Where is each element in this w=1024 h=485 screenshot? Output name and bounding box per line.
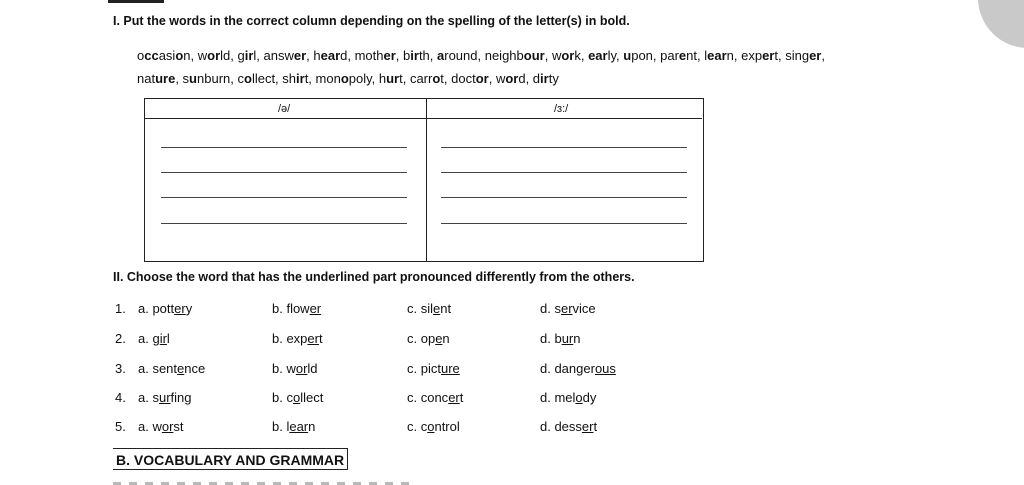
- underlined-part: er: [307, 331, 319, 346]
- word-text: , h: [306, 48, 321, 63]
- question-number: 4.: [115, 390, 126, 405]
- bold-letters: ir: [296, 71, 305, 86]
- underlined-part: o: [427, 419, 435, 434]
- bold-letters: ir: [244, 48, 254, 63]
- word-text: ld, g: [220, 48, 245, 63]
- word-text: t, carr: [399, 71, 433, 86]
- question-row: [115, 301, 675, 321]
- underlined-part: ur: [561, 331, 574, 346]
- answer-option[interactable]: b. world: [272, 361, 318, 376]
- question-row: [115, 419, 675, 439]
- bold-letters: er: [383, 48, 396, 63]
- word-text: t, mon: [304, 71, 341, 86]
- underlined-part: er: [309, 301, 322, 316]
- bold-letters: u: [623, 48, 632, 63]
- bold-letters: o: [243, 71, 252, 86]
- word-text: , s: [175, 71, 190, 86]
- bold-letters: o: [175, 48, 184, 63]
- question-row: [115, 361, 675, 381]
- question-row: [115, 390, 675, 410]
- word-text: nat: [137, 71, 156, 86]
- bold-letters: ear: [588, 48, 608, 63]
- underlined-part: e: [433, 301, 441, 316]
- answer-blank[interactable]: [161, 172, 407, 173]
- word-text: ly,: [607, 48, 624, 63]
- word-text: k,: [574, 48, 589, 63]
- answer-option[interactable]: c. control: [407, 419, 460, 434]
- word-list: [137, 44, 957, 90]
- answer-option[interactable]: d. dessert: [540, 419, 598, 434]
- bold-letters: ear: [707, 48, 727, 63]
- sound-table: [144, 98, 704, 262]
- word-text: ,: [821, 48, 825, 63]
- underlined-part: o: [575, 390, 583, 405]
- answer-option[interactable]: b. expert: [272, 331, 323, 346]
- column-header-er-label: /ɜ:/: [554, 103, 569, 115]
- bold-letters: ur: [386, 71, 400, 86]
- word-text: t, doct: [440, 71, 476, 86]
- answer-blank[interactable]: [441, 147, 687, 148]
- answer-option[interactable]: d. dangerous: [540, 361, 616, 376]
- answer-option[interactable]: d. service: [540, 301, 596, 316]
- section-2-heading: II. Choose the word that has the underlined part pronounced differently from the others.: [113, 270, 635, 284]
- bold-letters: or: [561, 48, 575, 63]
- answer-option[interactable]: b. learn: [272, 419, 316, 434]
- answer-option[interactable]: d. melody: [540, 390, 597, 405]
- word-text: round, neighb: [444, 48, 524, 63]
- underlined-part: er: [560, 301, 573, 316]
- word-text: , w: [544, 48, 562, 63]
- underlined-part: er: [174, 301, 186, 316]
- answer-blank[interactable]: [441, 223, 687, 224]
- column-header-schwa: [145, 99, 426, 119]
- question-number: 1.: [115, 301, 126, 316]
- answer-option[interactable]: a. worst: [138, 419, 184, 434]
- bold-letters: a: [437, 48, 445, 63]
- bold-letters: our: [523, 48, 545, 63]
- underlined-part: or: [295, 361, 308, 376]
- answer-option[interactable]: d. burn: [540, 331, 581, 346]
- underlined-part: e: [177, 361, 185, 376]
- word-list-line-1: [137, 44, 957, 67]
- answer-option[interactable]: a. sentence: [138, 361, 206, 376]
- section-1-heading: I. Put the words in the correct column depending on the spelling of the letter(s) in bold.: [113, 14, 630, 28]
- word-text: , b: [395, 48, 411, 63]
- word-text: o: [137, 48, 145, 63]
- word-text: llect, sh: [251, 71, 297, 86]
- underlined-part: e: [435, 331, 443, 346]
- underlined-part: o: [292, 390, 301, 405]
- word-text: asi: [158, 48, 176, 63]
- bold-letters: cc: [144, 48, 159, 63]
- column-divider: [426, 99, 427, 261]
- answer-option[interactable]: c. silent: [407, 301, 452, 316]
- word-text: nt, l: [686, 48, 708, 63]
- column-header-schwa-label: /ə/: [278, 103, 291, 115]
- answer-option[interactable]: b. flower: [272, 301, 322, 316]
- bold-letters: or: [475, 71, 489, 86]
- word-text: nburn, c: [197, 71, 244, 86]
- answer-blank[interactable]: [441, 197, 687, 198]
- answer-blank[interactable]: [441, 172, 687, 173]
- answer-option[interactable]: a. girl: [138, 331, 170, 346]
- bold-letters: ure: [155, 71, 176, 86]
- answer-option[interactable]: a. surfing: [138, 390, 192, 405]
- word-text: t, sing: [774, 48, 810, 63]
- word-text: l, answ: [253, 48, 294, 63]
- answer-option[interactable]: c. picture: [407, 361, 460, 376]
- answer-option[interactable]: c. open: [407, 331, 450, 346]
- underlined-part: ear: [289, 419, 309, 434]
- underlined-part: ir: [159, 331, 167, 346]
- column-header-er: [426, 99, 702, 119]
- word-text: d, d: [518, 71, 541, 86]
- underlined-part: ous: [594, 361, 616, 376]
- answer-option[interactable]: c. concert: [407, 390, 464, 405]
- answer-option[interactable]: b. collect: [272, 390, 324, 405]
- bold-letters: o: [432, 71, 441, 86]
- bold-letters: or: [207, 48, 221, 63]
- word-text: th,: [418, 48, 438, 63]
- bold-letters: ir: [410, 48, 419, 63]
- bold-letters: ear: [320, 48, 341, 63]
- underlined-part: ure: [440, 361, 460, 376]
- word-list-line-2: [137, 67, 957, 90]
- underlined-part: er: [581, 419, 594, 434]
- bold-letters: o: [340, 71, 349, 86]
- answer-option[interactable]: a. pottery: [138, 301, 193, 316]
- bold-letters: e: [678, 48, 687, 63]
- answer-blank[interactable]: [161, 147, 407, 148]
- word-text: pon, par: [631, 48, 679, 63]
- bold-letters: er: [762, 48, 775, 63]
- underlined-part: er: [448, 390, 460, 405]
- question-number: 2.: [115, 331, 126, 346]
- bold-letters: er: [293, 48, 307, 63]
- section-b-heading: B. VOCABULARY AND GRAMMAR: [113, 448, 348, 470]
- underlined-part: ur: [158, 390, 171, 405]
- bold-letters: er: [809, 48, 822, 63]
- bold-letters: or: [505, 71, 519, 86]
- word-text: d, moth: [340, 48, 384, 63]
- word-text: , w: [488, 71, 506, 86]
- question-number: 5.: [115, 419, 126, 434]
- bold-letters: ir: [540, 71, 549, 86]
- word-text: poly, h: [348, 71, 387, 86]
- corner-shape: [978, 0, 1024, 48]
- word-text: n, exp: [726, 48, 763, 63]
- top-rule: [108, 0, 164, 3]
- answer-blank[interactable]: [161, 197, 407, 198]
- answer-blank[interactable]: [161, 223, 407, 224]
- question-row: [115, 331, 675, 351]
- bold-letters: u: [189, 71, 197, 86]
- word-text: ty: [548, 71, 559, 86]
- question-number: 3.: [115, 361, 126, 376]
- underlined-part: or: [161, 419, 174, 434]
- word-text: n, w: [183, 48, 208, 63]
